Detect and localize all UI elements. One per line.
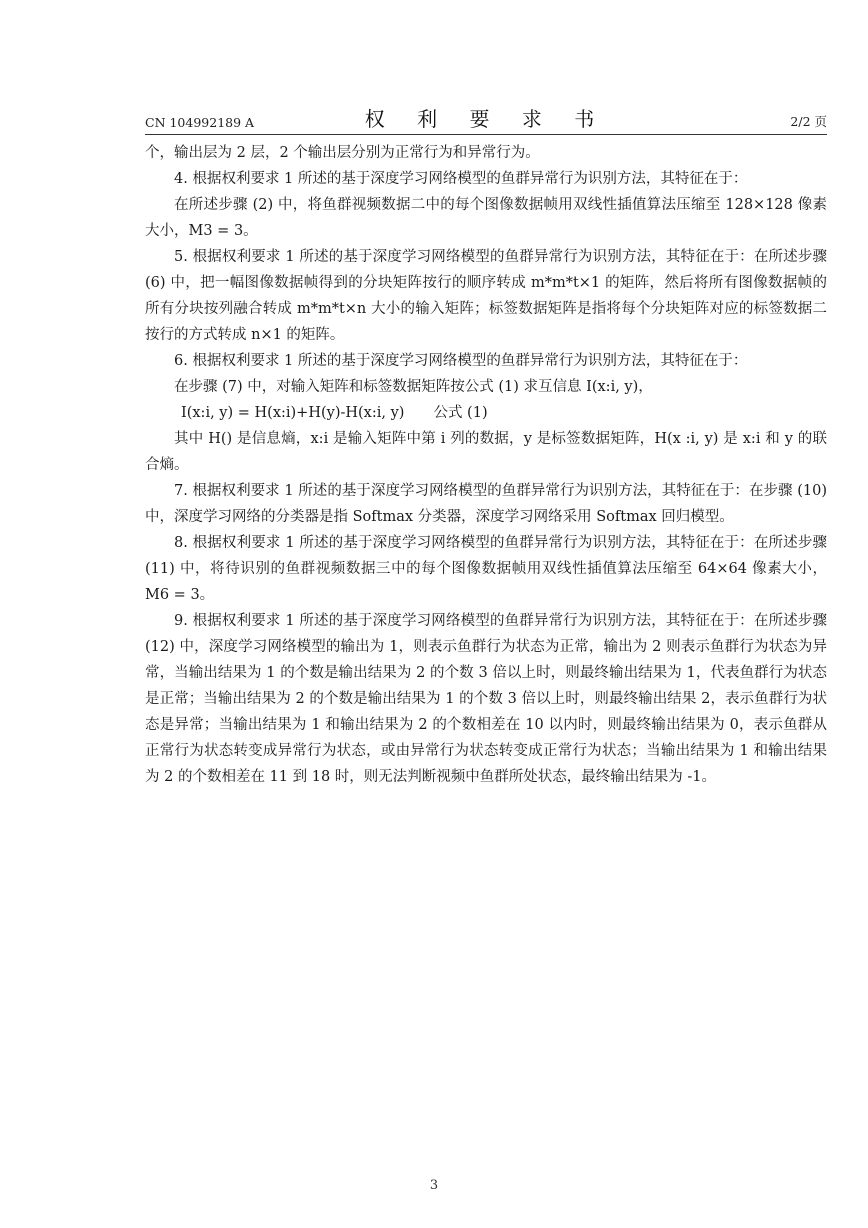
paragraph-continuation: 个，输出层为 2 层，2 个输出层分别为正常行为和异常行为。 [145, 145, 540, 161]
claim-9: 9. 根据权利要求 1 所述的基于深度学习网络模型的鱼群异常行为识别方法，其特征在于：在所述步骤 (12) 中，深度学习网络模型的输出为 1，则表示鱼群行为状态为正常，输出为 2 则表示鱼群行为状态为异常，当输出结果为 1 的个数是输出结果为 2 的个数 3 倍以上时，则最终输出结果为 1，代表鱼群行为状态是正常；当输出结果为 2 的个数是输出结果为 1 的个数 3 倍以上时，则最终输出结果 2，表示鱼群行为状态是异常；当输出结果为 1 和输出结果为 2 的个数相差在 10 以内时，则最终输出结果为 0，表示鱼群从正常行为状态转变成异常行为状态，或由异常行为状态转变成正常行为状态；当输出结果为 1 和输出结果为 2 的个数相差在 11 到 18 时，则无法判断视频中鱼群所处状态，最终输出结果为 -1。 [145, 613, 827, 785]
claim-6-definition: 其中 H() 是信息熵，x:i 是输入矩阵中第 i 列的数据，y 是标签数据矩阵，H(x :i, y) 是 x:i 和 y 的联合熵。 [145, 431, 827, 473]
claim-6-intro: 6. 根据权利要求 1 所述的基于深度学习网络模型的鱼群异常行为识别方法，其特征在于： [174, 353, 748, 369]
document-title: 权 利 要 求 书 [364, 107, 608, 131]
publication-number: CN 104992189 A [145, 115, 255, 130]
claim-8: 8. 根据权利要求 1 所述的基于深度学习网络模型的鱼群异常行为识别方法，其特征在于：在所述步骤 (11) 中，将待识别的鱼群视频数据三中的每个图像数据帧用双线性插值算法压缩至 64×64 像素大小，M6 = 3。 [145, 535, 827, 603]
claim-4-body: 在所述步骤 (2) 中，将鱼群视频数据二中的每个图像数据帧用双线性插值算法压缩至 128×128 像素大小，M3 = 3。 [145, 197, 827, 239]
claim-5: 5. 根据权利要求 1 所述的基于深度学习网络模型的鱼群异常行为识别方法，其特征在于：在所述步骤 (6) 中，把一幅图像数据帧得到的分块矩阵按行的顺序转成 m*m*t×1 的矩阵，然后将所有图像数据帧的所有分块按列融合转成 m*m*t×n 大小的输入矩阵；标签数据矩阵是指将每个分块矩阵对应的标签数据二按行的方式转成 n×1 的矩阵。 [145, 249, 827, 343]
page-number: 3 [429, 1178, 439, 1193]
claim-6-step: 在步骤 (7) 中，对输入矩阵和标签数据矩阵按公式 (1) 求互信息 I(x:i, y)， [174, 379, 653, 395]
header-divider [145, 134, 827, 135]
claim-4-intro: 4. 根据权利要求 1 所述的基于深度学习网络模型的鱼群异常行为识别方法，其特征在于： [174, 171, 748, 187]
formula-1: I(x:i, y) = H(x:i)+H(y)-H(x:i, y) 公式 (1) [181, 405, 488, 421]
claims-body [145, 140, 827, 790]
page-header [145, 100, 827, 132]
page-count: 2/2 页 [790, 114, 827, 129]
claim-7: 7. 根据权利要求 1 所述的基于深度学习网络模型的鱼群异常行为识别方法，其特征在于：在步骤 (10) 中，深度学习网络的分类器是指 Softmax 分类器，深度学习网络采用 Softmax 回归模型。 [145, 483, 827, 525]
